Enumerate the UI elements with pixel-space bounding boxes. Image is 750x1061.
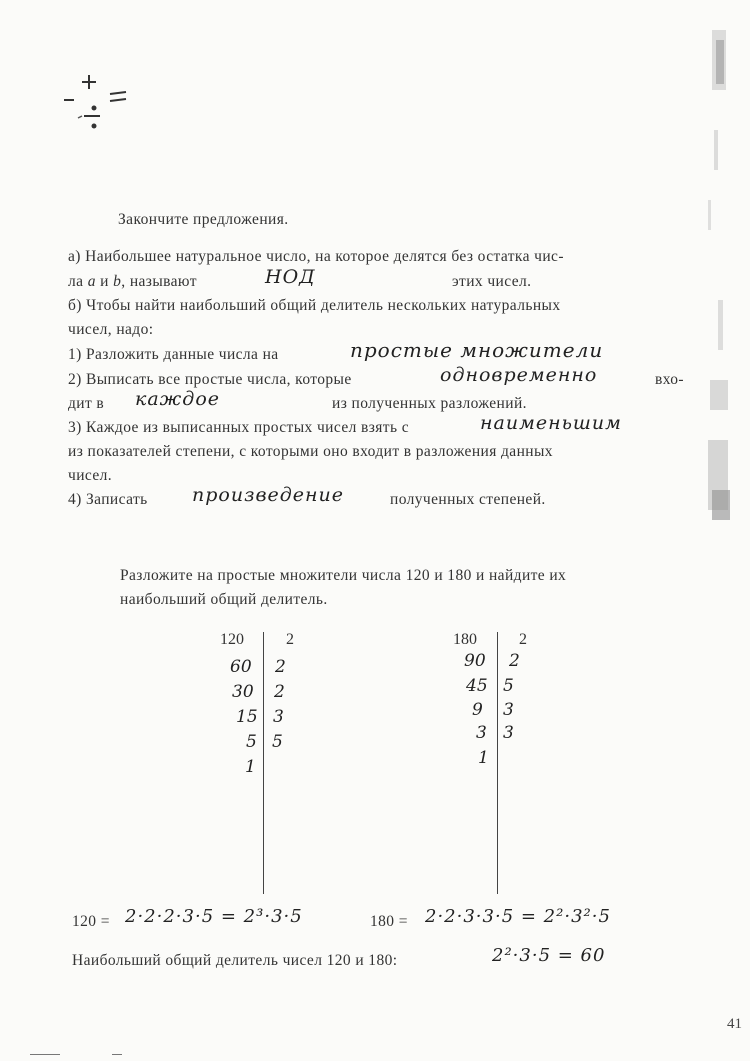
step3-line3: чисел. (68, 467, 113, 484)
step1-text: 1) Разложить данные числа на (68, 346, 279, 363)
gcd-answer: 2²·3·5 = 60 (492, 945, 606, 966)
step2-text: 2) Выписать все простые числа, которые (68, 371, 352, 388)
task1-a-and: и (100, 273, 109, 290)
task1-a-line2-pre: ла (68, 273, 84, 290)
step3-text: 3) Каждое из выписанных простых чисел взять с (68, 419, 409, 436)
f180-left-2: 9 (472, 700, 483, 720)
f180-left-4: 1 (478, 748, 489, 768)
answer-step2b: каждое (135, 388, 220, 410)
bottom-mark-left (30, 1054, 60, 1055)
task1-a-line2-mid: , называют (121, 273, 197, 290)
f120-right-0: 2 (275, 657, 286, 677)
answer-step3: наименьшим (480, 412, 622, 434)
eq180-label: 180 = (370, 913, 408, 930)
f120-right-2: 3 (273, 707, 284, 727)
task1-b-line2: чисел, надо: (68, 321, 154, 338)
bottom-mark-mid (112, 1054, 122, 1055)
f120-right-3: 5 (272, 732, 283, 752)
step2b-text: дит в (68, 395, 105, 412)
step4-text: 4) Записать (68, 491, 148, 508)
f180-top-number: 180 (453, 631, 477, 648)
f120-left-4: 1 (245, 757, 256, 777)
f180-left-1: 45 (466, 676, 488, 696)
answer-nod: НОД (265, 266, 316, 288)
f120-left-0: 60 (230, 657, 252, 677)
f180-left-0: 90 (464, 651, 486, 671)
f180-right-0: 2 (509, 651, 520, 671)
step2b-post: из полученных разложений. (332, 395, 527, 412)
variable-b: b (113, 273, 122, 290)
math-operations-icon (58, 70, 138, 140)
f180-right-1: 5 (503, 676, 514, 696)
f120-divider-line (263, 632, 264, 894)
f180-left-3: 3 (476, 723, 487, 743)
step2-post: вхо- (655, 371, 684, 388)
gcd-label: Наибольший общий делитель чисел 120 и 180: (72, 952, 398, 969)
f120-left-2: 15 (236, 707, 258, 727)
task1-a-line1-text: а) Наибольшее натуральное число, на которое делятся без остатка чис- (68, 248, 564, 265)
scan-noise-decoration (702, 0, 750, 540)
f180-right-2: 3 (503, 700, 514, 720)
answer-step4: произведение (192, 484, 345, 506)
task1-a-line1 (68, 248, 564, 266)
task1-title: Закончите предложения. (118, 211, 289, 228)
f120-right-1: 2 (274, 682, 285, 702)
f120-top-divisor: 2 (286, 631, 294, 648)
variable-a: a (87, 273, 96, 290)
eq180-answer: 2·2·3·3·5 = 2²·3²·5 (425, 906, 611, 927)
task1-a-line2-post: этих чисел. (452, 273, 532, 290)
f180-divider-line (497, 632, 498, 894)
f180-top-divisor: 2 (519, 631, 527, 648)
f120-left-3: 5 (246, 732, 257, 752)
task1-a-line2 (68, 273, 668, 291)
task1-b-line1: б) Чтобы найти наибольший общий делитель нескольких натуральных (68, 297, 561, 314)
f120-left-1: 30 (232, 682, 254, 702)
answer-step2: одновременно (440, 364, 598, 386)
eq120-answer: 2·2·2·3·5 = 2³·3·5 (125, 906, 303, 927)
answer-step1: простые множители (350, 338, 604, 362)
task2-line1: Разложите на простые множители числа 120 и 180 и найдите их (120, 567, 567, 584)
f120-top-number: 120 (220, 631, 244, 648)
f180-right-3: 3 (503, 723, 514, 743)
eq120-label: 120 = (72, 913, 110, 930)
task2-line2: наибольший общий делитель. (120, 591, 328, 608)
step3-line2: из показателей степени, с которыми оно входит в разложения данных (68, 443, 553, 460)
page-number: 41 (727, 1016, 742, 1032)
step4-post: полученных степеней. (390, 491, 546, 508)
